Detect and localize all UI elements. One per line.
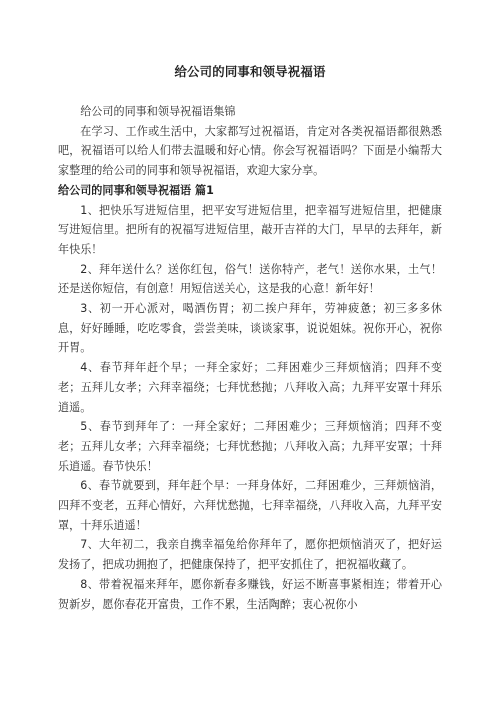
paragraph-item-4: 4、春节拜年赶个早；一拜全家好；二拜困难少三拜烦恼消；四拜不变老；五拜儿女孝；六拜幸福绕；七拜忧愁抛；八拜收入高；九拜平安罩十拜乐逍遥。 [58, 361, 442, 414]
paragraph-item-3: 3、初一开心派对，喝酒伤胃；初二挨户拜年，劳神疲惫；初三多多休息，好好睡睡，吃吃零食，尝尝美味，谈谈家事，说说姐妹。祝你开心，祝你开胃。 [58, 302, 442, 355]
paragraph-item-6: 6、春节就要到，拜年赶个早：一拜身体好，二拜困难少，三拜烦恼消，四拜不变老，五拜心情好，六拜忧愁抛，七拜幸福绕，八拜收入高，九拜平安罩，十拜乐逍遥！ [58, 479, 442, 532]
paragraph-item-8: 8、带着祝福来拜年，愿你新春多赚钱，好运不断喜事紧相连；带着开心贺新岁，愿你春花开富贵，工作不累，生活陶醉；衷心祝你小 [58, 577, 442, 611]
document-body [58, 102, 442, 614]
paragraph-intro: 在学习、工作或生活中，大家都写过祝福语，肯定对各类祝福语都很熟悉吧，祝福语可以给人们带去温暖和好心情。你会写祝福语吗？下面是小编帮大家整理的给公司的同事和领导祝福语，欢迎大家分享。 [58, 124, 442, 178]
paragraph-subtitle: 给公司的同事和领导祝福语集锦 [80, 105, 236, 118]
paragraph-item-7: 7、大年初二，我亲自携幸福兔给你拜年了，愿你把烦恼消灭了，把好运发扬了，把成功拥抱了，把健康保持了，把平安抓住了，把祝福收藏了。 [58, 538, 442, 572]
section-heading: 给公司的同事和领导祝福语 篇1 [58, 183, 214, 197]
paragraph-item-5: 5、春节到拜年了：一拜全家好；二拜困难少；三拜烦恼消；四拜不变老；五拜儿女孝；六拜幸福绕；七拜忧愁抛；八拜收入高；九拜平安罩；十拜乐逍遥。春节快乐！ [58, 420, 442, 473]
paragraph-item-2: 2、拜年送什么？送你红包，俗气！送你特产，老气！送你水果，土气！还是送你短信，有创意！用短信送关心，这是我的心意！新年好！ [58, 262, 442, 296]
paragraph-item-1: 1、把快乐写进短信里，把平安写进短信里，把幸福写进短信里，把健康写进短信里。把所有的祝福写进短信里，敲开吉祥的大门，早早的去拜年，新年快乐！ [58, 203, 442, 256]
document-title: 给公司的同事和领导祝福语 [174, 64, 326, 79]
